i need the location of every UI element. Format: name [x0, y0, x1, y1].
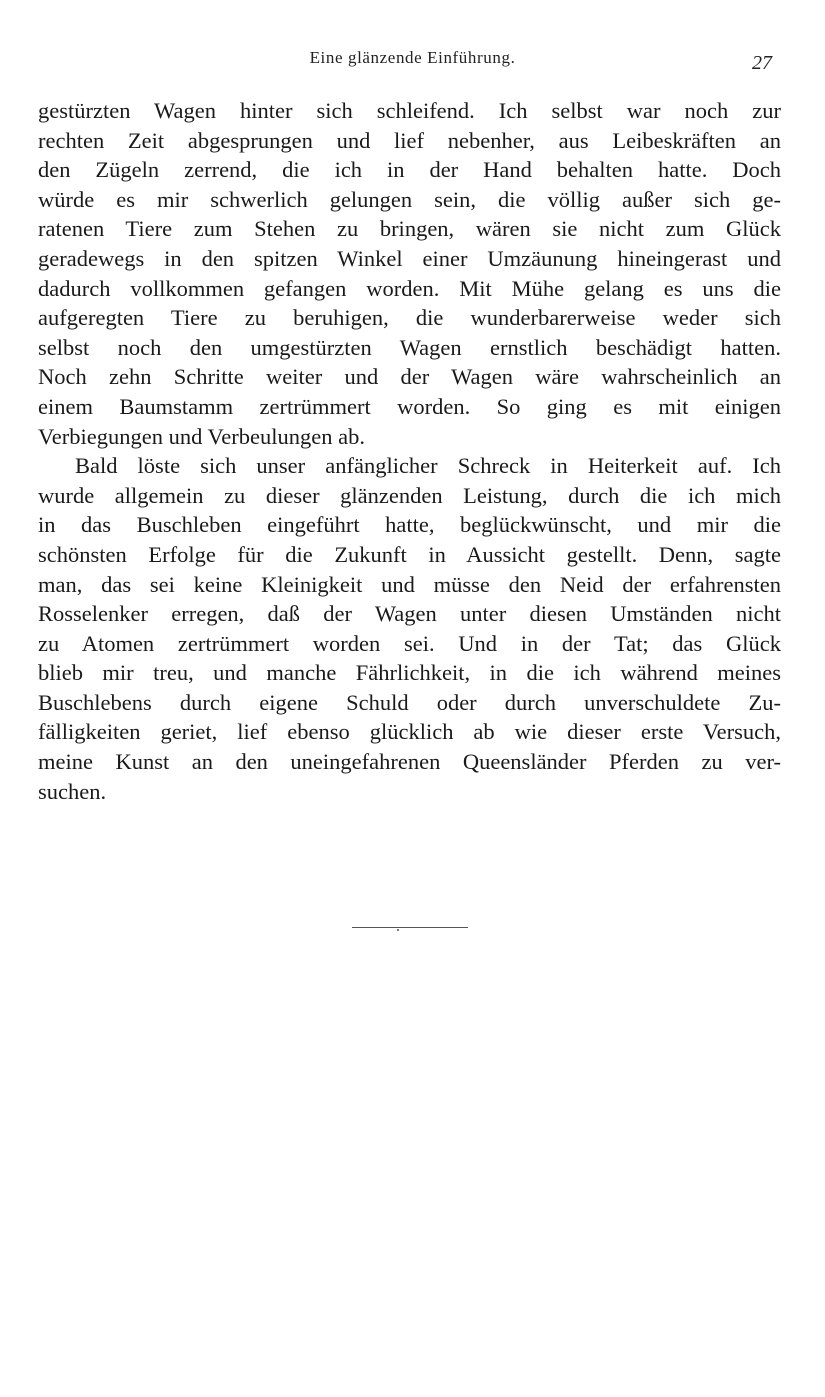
text-line: ratenen Tiere zum Stehen zu bringen, wären sie nicht zum Glück — [38, 216, 781, 242]
text-line: Bald löste sich unser anfänglicher Schreck in Heiterkeit auf. Ich — [75, 453, 781, 479]
text-line: selbst noch den umgestürzten Wagen ernstlich beschädigt hatten. — [38, 334, 781, 360]
text-line: aufgeregten Tiere zu beruhigen, die wunderbarerweise weder sich — [38, 305, 781, 331]
paragraph-1 — [38, 96, 781, 451]
text-line: fälligkeiten geriet, lief ebenso glücklich ab wie dieser erste Versuch, — [38, 719, 781, 745]
text-line: meine Kunst an den uneingefahrenen Queensländer Pferden zu ver- — [38, 749, 781, 775]
text-line: geradewegs in den spitzen Winkel einer Umzäunung hineingerast und — [38, 245, 781, 271]
text-line: Verbiegungen und Verbeulungen ab. — [38, 423, 365, 449]
text-line: dadurch vollkommen gefangen worden. Mit Mühe gelang es uns die — [38, 275, 781, 301]
text-line: schönsten Erfolge für die Zukunft in Aussicht gestellt. Denn, sagte — [38, 541, 781, 567]
text-line: zu Atomen zertrümmert worden sei. Und in der Tat; das Glück — [38, 630, 781, 656]
text-line: würde es mir schwerlich gelungen sein, die völlig außer sich ge- — [38, 186, 781, 212]
text-line: gestürzten Wagen hinter sich schleifend. Ich selbst war noch zur — [38, 98, 781, 123]
text-line: den Zügeln zerrend, die ich in der Hand behalten hatte. Doch — [38, 157, 781, 183]
body-text — [38, 96, 781, 806]
page-number: 27 — [752, 52, 772, 74]
section-end-dot — [397, 929, 399, 931]
text-line: man, das sei keine Kleinigkeit und müsse den Neid der erfahrensten — [38, 571, 781, 597]
text-line: Buschlebens durch eigene Schuld oder durch unverschuldete Zu- — [38, 689, 781, 715]
section-end-rule — [352, 927, 468, 928]
text-line: einem Baumstamm zertrümmert worden. So ging es mit einigen — [38, 393, 781, 419]
text-line: Rosselenker erregen, daß der Wagen unter diesen Umständen nicht — [38, 601, 781, 627]
running-head: Eine glänzende Einführung. — [309, 48, 516, 67]
text-line: in das Buschleben eingeführt hatte, beglückwünscht, und mir die — [38, 512, 781, 538]
text-line: Noch zehn Schritte weiter und der Wagen wäre wahrscheinlich an — [38, 364, 781, 390]
text-line: rechten Zeit abgesprungen und lief nebenher, aus Leibeskräften an — [38, 127, 781, 153]
text-line: suchen. — [38, 778, 107, 804]
text-line: blieb mir treu, und manche Fährlichkeit, in die ich während meines — [38, 660, 781, 686]
paragraph-2 — [38, 451, 781, 806]
text-line: wurde allgemein zu dieser glänzenden Leistung, durch die ich mich — [38, 482, 781, 508]
